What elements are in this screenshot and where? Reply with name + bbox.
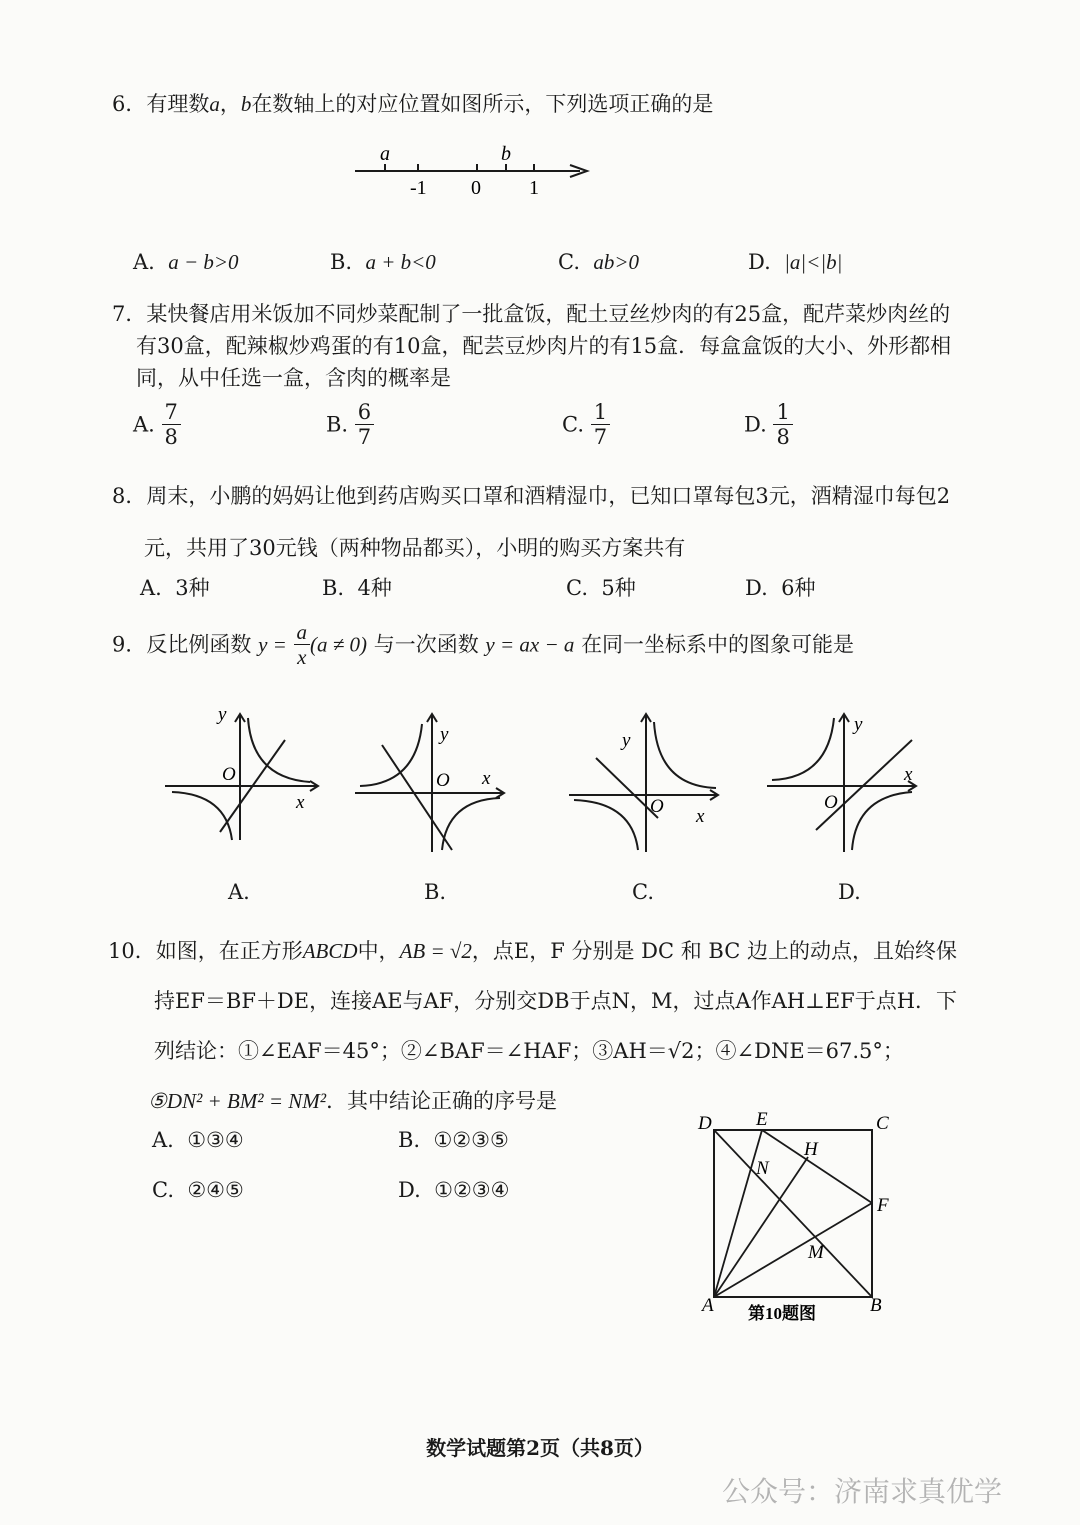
q9-option-a[interactable]: A.: [228, 880, 250, 904]
q8-option-b[interactable]: B. 4种: [322, 576, 392, 600]
svg-text:y: y: [218, 704, 227, 725]
svg-text:B: B: [870, 1295, 882, 1316]
watermark: 公众号：济南求真优学: [722, 1475, 1003, 1508]
question-8-stem: 8．周末，小鹏的妈妈让他到药店购买口罩和酒精湿巾，已知口罩每包3元，酒精湿巾每包2 元，共用了30元钱（两种物品都买），小明的购买方案共有: [112, 484, 951, 560]
svg-text:y: y: [622, 730, 631, 751]
page-footer: 数学试题第2页（共8页）: [426, 1436, 654, 1460]
q9-graph-d: [764, 700, 924, 860]
svg-text:D: D: [698, 1113, 712, 1134]
svg-text:y: y: [854, 714, 863, 735]
q7-option-c[interactable]: C. $\frac{1}{7}$: [562, 400, 610, 449]
svg-text:O: O: [650, 796, 664, 817]
svg-text:x: x: [904, 764, 913, 785]
svg-text:N: N: [756, 1158, 769, 1179]
q8-option-c[interactable]: C. 5种: [566, 576, 636, 600]
svg-text:y: y: [440, 724, 449, 745]
label-b: b: [501, 143, 511, 165]
q10-square-figure: [690, 1105, 910, 1335]
svg-text:O: O: [222, 764, 236, 785]
question-number: 10．: [108, 939, 156, 963]
svg-text:A: A: [702, 1295, 714, 1316]
q10-option-a[interactable]: A. ①③④: [152, 1128, 244, 1152]
q10-option-d[interactable]: D. ①②③④: [398, 1178, 510, 1202]
tick-label-1: 1: [529, 177, 539, 199]
q9-option-c[interactable]: C.: [632, 880, 654, 904]
q7-option-b[interactable]: B. $\frac{6}{7}$: [326, 400, 374, 449]
label-a: a: [380, 143, 390, 165]
svg-text:O: O: [824, 792, 838, 813]
question-10-stem: 10．如图，在正方形ABCD中，AB = √2，点E，F 分别是 DC 和 BC 边上的动点，且始终保 持EF＝BF＋DE，连接AE与AF，分别交DB于点N，M，过点A作AH⊥EF于点H．下 列结论：①∠EAF＝45°；②∠BAF＝∠HAF；③AH＝√2；④∠DNE＝67.5°； ⑤DN² + BM² = NM²．其中结论正确的序号是: [108, 939, 958, 1113]
question-number: 8．: [112, 484, 147, 508]
svg-text:C: C: [876, 1113, 889, 1134]
question-number: 6．: [112, 92, 147, 116]
number-line-figure: [340, 138, 610, 208]
tick-label-0: 0: [471, 177, 481, 199]
q7-option-d[interactable]: D. $\frac{1}{8}$: [744, 400, 793, 449]
svg-text:M: M: [808, 1242, 824, 1263]
svg-text:x: x: [296, 792, 305, 813]
figure-caption: 第10题图: [748, 1304, 816, 1323]
svg-text:O: O: [436, 770, 450, 791]
q9-option-b[interactable]: B.: [424, 880, 447, 904]
q7-option-a[interactable]: A. $\frac{7}{8}$: [133, 400, 181, 449]
svg-text:E: E: [756, 1109, 768, 1130]
question-9-stem: 9．反比例函数 y = $\frac{a}{x}$ (a ≠ 0) 与一次函数 y = ax − a 在同一坐标系中的图象可能是: [112, 620, 855, 669]
q6-option-a[interactable]: A. a − b>0: [133, 250, 239, 274]
question-number: 7．: [112, 302, 147, 326]
q10-option-c[interactable]: C. ②④⑤: [152, 1178, 244, 1202]
q8-option-d[interactable]: D. 6种: [745, 576, 816, 600]
question-number: 9．: [112, 632, 147, 657]
q6-option-b[interactable]: B. a + b<0: [330, 250, 436, 274]
question-6-stem: 6．有理数a，b在数轴上的对应位置如图所示，下列选项正确的是: [112, 92, 714, 116]
q8-option-a[interactable]: A. 3种: [140, 576, 210, 600]
q6-option-c[interactable]: C. ab>0: [558, 250, 640, 274]
question-7-stem: 7．某快餐店用米饭加不同炒菜配制了一批盒饭，配土豆丝炒肉的有25盒，配芹菜炒肉丝的 有30盒，配辣椒炒鸡蛋的有10盒，配芸豆炒肉片的有15盒．每盒盒饭的大小、外形都相 同，从中任选一盒，含肉的概率是: [112, 302, 952, 390]
q9-graph-a: [160, 700, 330, 850]
q9-graph-b: [352, 700, 512, 860]
q10-option-b[interactable]: B. ①②③⑤: [398, 1128, 509, 1152]
q9-graph-c: [566, 700, 726, 860]
svg-text:F: F: [877, 1195, 889, 1216]
svg-text:x: x: [482, 768, 491, 789]
tick-label-minus1: -1: [410, 177, 427, 199]
svg-text:H: H: [804, 1139, 818, 1160]
q9-option-d[interactable]: D.: [838, 880, 861, 904]
q6-option-d[interactable]: D. |a|<|b|: [748, 250, 843, 274]
svg-text:x: x: [696, 806, 705, 827]
